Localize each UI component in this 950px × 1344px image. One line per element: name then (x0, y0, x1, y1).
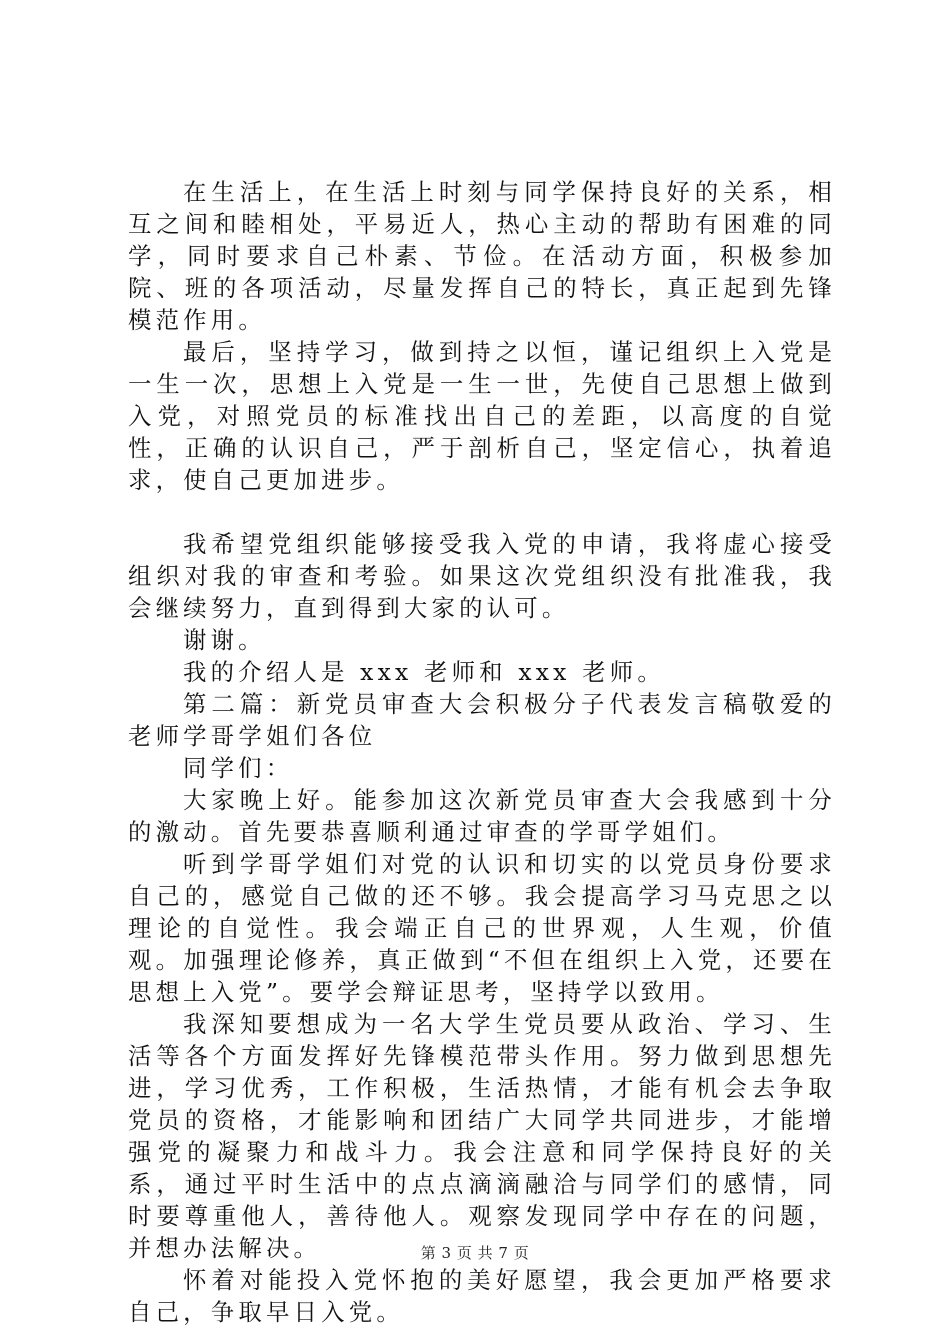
paragraph: 怀着对能投入党怀抱的美好愿望，我会更加严格要求自己，争取早日入党。 (128, 1266, 836, 1326)
page-number-footer: 第 3 页 共 7 页 (420, 1244, 530, 1262)
paragraph: 大家晚上好。能参加这次新党员审查大会我感到十分的激动。首先要恭喜顺利通过审查的学哥学姐们。 (128, 786, 836, 846)
paragraph: 我希望党组织能够接受我入党的申请，我将虚心接受组织对我的审查和考验。如果这次党组织没有批准我，我会继续努力，直到得到大家的认可。 (128, 530, 836, 622)
document-body (128, 176, 836, 1328)
paragraph: 我深知要想成为一名大学生党员要从政治、学习、生活等各个方面发挥好先锋模范带头作用。努力做到思想先进，学习优秀，工作积极，生活热情，才能有机会去争取党员的资格，才能影响和团结广大同学共同进步，才能增强党的凝聚力和战斗力。我会注意和同学保持良好的关系，通过平时生活中的点点滴滴融洽与同学们的感情，同时要尊重他人，善待他人。观察发现同学中存在的问题，并想办法解决。 (128, 1010, 836, 1262)
paragraph: 在生活上，在生活上时刻与同学保持良好的关系，相互之间和睦相处，平易近人，热心主动的帮助有困难的同学，同时要求自己朴素、节俭。在活动方面，积极参加院、班的各项活动，尽量发挥自己的特长，真正起到先锋模范作用。 (128, 178, 836, 334)
paragraph: 最后，坚持学习，做到持之以恒，谨记组织上入党是一生一次，思想上入党是一生一世，先使自己思想上做到入党，对照党员的标准找出自己的差距，以高度的自觉性，正确的认识自己，严于剖析自己，坚定信心，执着追求，使自己更加进步。 (128, 338, 836, 494)
section-heading: 第二篇：新党员审查大会积极分子代表发言稿敬爱的老师学哥学姐们各位 (128, 690, 836, 750)
paragraph-gap (128, 496, 836, 528)
salutation: 同学们： (183, 754, 294, 782)
paragraph: 谢谢。 (183, 626, 266, 654)
paragraph: 我的介绍人是 xxx 老师和 xxx 老师。 (183, 658, 665, 686)
paragraph: 听到学哥学姐们对党的认识和切实的以党员身份要求自己的，感觉自己做的还不够。我会提高学习马克思之以理论的自觉性。我会端正自己的世界观，人生观，价值观。加强理论修养，真正做到“不但在组织上入党，还要在思想上入党”。要学会辩证思考，坚持学以致用。 (128, 850, 836, 1006)
